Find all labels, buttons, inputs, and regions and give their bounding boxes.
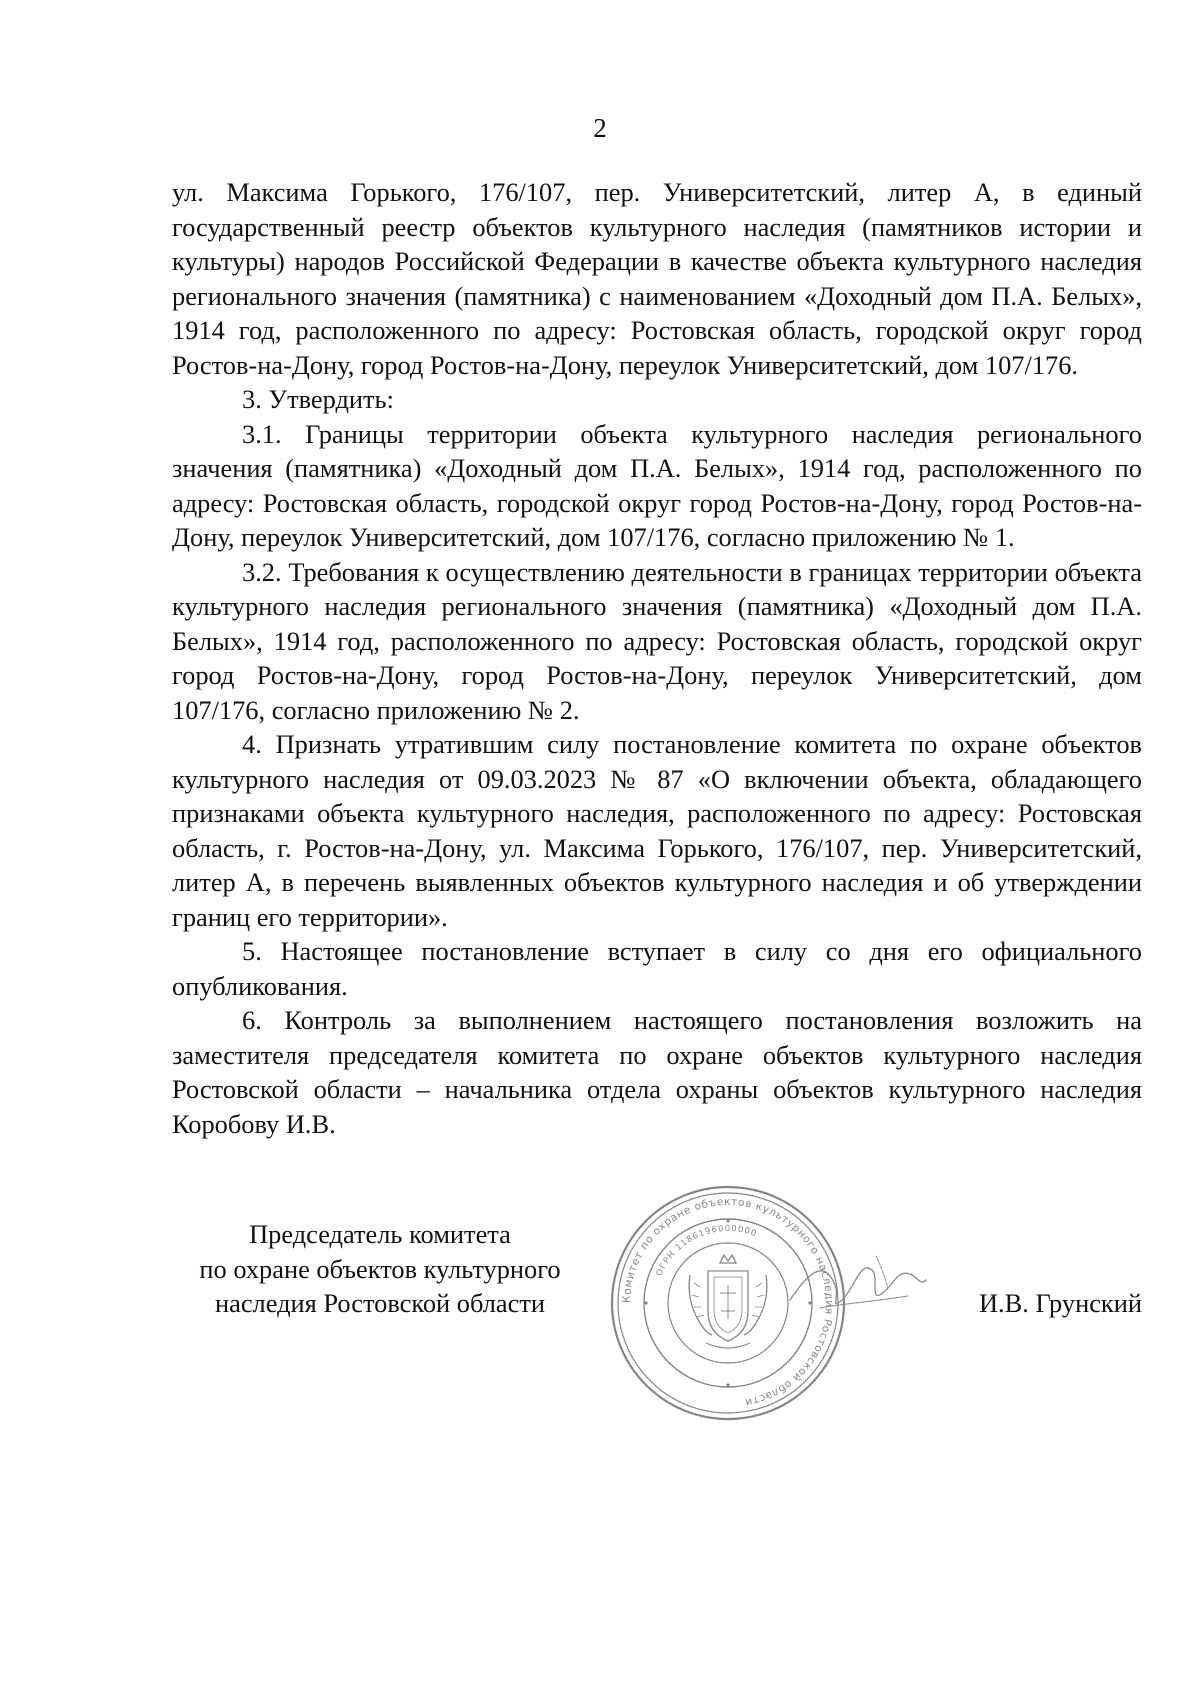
paragraph-item-3-2: 3.2. Требования к осуществлению деятельности в границах территории объекта культурного наследия регионального значения (памятника) «Доходный дом П.А. Белых», 1914 год, расположенного по адресу: Ростовская область, городской округ город Ростов-на-Дону, город Ростов-на-Дону, переулок Университетский, дом 107/176, согласно приложению № 2. — [172, 556, 1142, 725]
paragraph-item-3: 3. Утвердить: — [242, 384, 394, 414]
page-number: 2 — [593, 113, 607, 143]
paragraph-item-3-1: 3.1. Границы территории объекта культурного наследия регионального значения (памятника) «Доходный дом П.А. Белых», 1914 год, расположенного по адресу: Ростовская область, городской округ город Ростов-на-Дону, город Ростов-на-Дону, переулок Университетский, дом 107/176, согласно приложению № 1. — [172, 418, 1142, 552]
svg-text:ОГРН 1186196000000 — [655, 1224, 759, 1278]
signatory-title-line: наследия Ростовской области — [215, 1288, 545, 1318]
seal-outer-text: Комитет по охране объектов культурного наследия Ростовской области — [620, 1195, 836, 1409]
seal-inner-text: ОГРН 1186196000000 — [654, 1223, 759, 1278]
handwritten-signature-icon — [780, 1230, 930, 1340]
paragraph-item-5: 5. Настоящее постановление вступает в силу со дня его официального опубликования. — [172, 936, 1142, 1001]
signatory-title-line: по охране объектов культурного — [199, 1253, 561, 1284]
paragraph-item-4: 4. Признать утратившим силу постановление комитета по охране объектов культурного наследия от 09.03.2023 № 87 «О включении объекта, обладающего признаками объекта культурного наследия, расположенного по адресу: Ростовская область, г. Ростов-на-Дону, ул. Максима Горького, 176/107, пер. Университетский, литер А, в перечень выявленных объектов культурного наследия и об утверждении границ его территории». — [172, 729, 1142, 932]
coat-of-arms-icon — [689, 1255, 767, 1348]
signatory-title-line: Председатель комитета — [249, 1219, 511, 1249]
paragraph-item-6: 6. Контроль за выполнением настоящего постановления возложить на заместителя председателя комитета по охране объектов культурного наследия Ростовской области – начальника отдела охраны объектов культурного наследия Коробову И.В. — [172, 1005, 1142, 1139]
paragraph-continuation: ул. Максима Горького, 176/107, пер. Университетский, литер А, в единый государственный реестр объектов культурного наследия (памятников истории и культуры) народов Российской Федерации в качестве объекта культурного наследия регионального значения (памятника) с наименованием «Доходный дом П.А. Белых», 1914 год, расположенного по адресу: Ростовская область, городской округ город Ростов-на-Дону, город Ростов-на-Дону, переулок Университетский, дом 107/176. — [172, 177, 1142, 380]
document-body — [172, 175, 1142, 1141]
signatory-title — [160, 1217, 600, 1321]
signatory-name: И.В. Грунский — [979, 1288, 1142, 1318]
